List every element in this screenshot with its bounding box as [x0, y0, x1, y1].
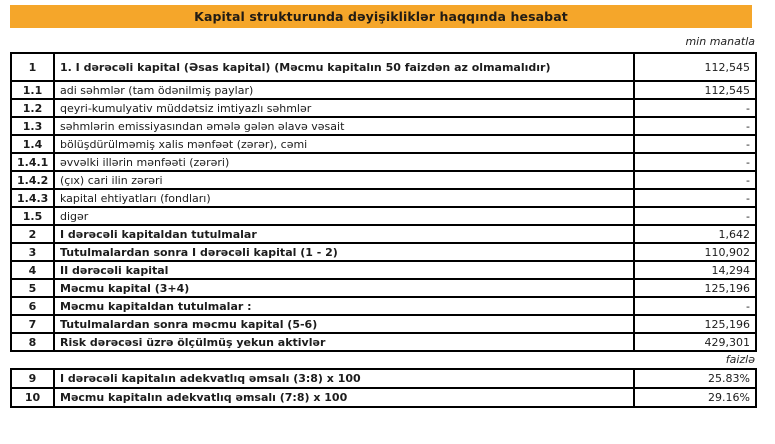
row-label: I dərəcəli kapitalın adekvatlıq əmsalı (3:8) x 100 [54, 369, 634, 388]
row-label: qeyri-kumulyativ müddətsiz imtiyazlı səhmlər [54, 99, 634, 117]
table-row [11, 81, 756, 99]
row-number: 2 [11, 225, 54, 243]
row-label: bölüşdürülməmiş xalis mənfəət (zərər), cəmi [54, 135, 634, 153]
table-row [11, 388, 756, 407]
row-value: - [634, 207, 756, 225]
row-number: 1.4.3 [11, 189, 54, 207]
row-value: 25.83% [634, 369, 756, 388]
row-value: 125,196 [634, 315, 756, 333]
row-label: kapital ehtiyatları (fondları) [54, 189, 634, 207]
row-label: II dərəcəli kapital [54, 261, 634, 279]
row-value: 125,196 [634, 279, 756, 297]
row-number: 9 [11, 369, 54, 388]
row-label: (çıx) cari ilin zərəri [54, 171, 634, 189]
unit-note-percent: faizlə [725, 353, 755, 366]
row-label: Tutulmalardan sonra I dərəcəli kapital (1 - 2) [54, 243, 634, 261]
table-row [11, 153, 756, 171]
table-row [11, 225, 756, 243]
row-number: 6 [11, 297, 54, 315]
table-row [11, 243, 756, 261]
table-row [11, 261, 756, 279]
row-number: 5 [11, 279, 54, 297]
adequacy-ratio-table [10, 368, 757, 408]
row-value: 112,545 [634, 81, 756, 99]
row-value: 112,545 [634, 53, 756, 81]
row-label: əvvəlki illərin mənfəəti (zərəri) [54, 153, 634, 171]
row-label: digər [54, 207, 634, 225]
row-value: - [634, 99, 756, 117]
row-value: 1,642 [634, 225, 756, 243]
row-value: 110,902 [634, 243, 756, 261]
row-label: Məcmu kapitaldan tutulmalar : [54, 297, 634, 315]
row-number: 1.4 [11, 135, 54, 153]
table-row [11, 297, 756, 315]
row-value: - [634, 297, 756, 315]
row-label: Tutulmalardan sonra məcmu kapital (5-6) [54, 315, 634, 333]
row-number: 10 [11, 388, 54, 407]
row-label: 1. I dərəcəli kapital (Əsas kapital) (Məcmu kapitalın 50 faizdən az olmamalıdır) [54, 53, 634, 81]
row-value: - [634, 117, 756, 135]
row-number: 1.4.1 [11, 153, 54, 171]
table-row [11, 135, 756, 153]
table-row [11, 333, 756, 351]
row-label: I dərəcəli kapitaldan tutulmalar [54, 225, 634, 243]
unit-note-thousand-manat: min manatla [685, 35, 755, 48]
row-number: 1.2 [11, 99, 54, 117]
row-value: - [634, 171, 756, 189]
report-title-bar [10, 5, 752, 28]
row-value: 14,294 [634, 261, 756, 279]
row-label: Risk dərəcəsi üzrə ölçülmüş yekun aktivlər [54, 333, 634, 351]
capital-structure-table [10, 52, 757, 352]
row-value: - [634, 135, 756, 153]
row-label: adi səhmlər (tam ödənilmiş paylar) [54, 81, 634, 99]
table-row [11, 315, 756, 333]
row-label: Məcmu kapitalın adekvatlıq əmsalı (7:8) x 100 [54, 388, 634, 407]
row-label: səhmlərin emissiyasından əmələ gələn əlavə vəsait [54, 117, 634, 135]
table-row [11, 117, 756, 135]
table-row [11, 207, 756, 225]
row-number: 7 [11, 315, 54, 333]
row-number: 1 [11, 53, 54, 81]
table-row [11, 279, 756, 297]
table-row [11, 171, 756, 189]
row-value: 29.16% [634, 388, 756, 407]
row-number: 1.1 [11, 81, 54, 99]
row-value: - [634, 189, 756, 207]
table-row [11, 53, 756, 81]
row-number: 1.5 [11, 207, 54, 225]
table-row [11, 189, 756, 207]
row-number: 4 [11, 261, 54, 279]
table-row [11, 99, 756, 117]
row-number: 3 [11, 243, 54, 261]
row-value: 429,301 [634, 333, 756, 351]
report-title: Kapital strukturunda dəyişikliklər haqqında hesabat [194, 9, 568, 24]
row-value: - [634, 153, 756, 171]
row-number: 1.3 [11, 117, 54, 135]
row-number: 1.4.2 [11, 171, 54, 189]
row-label: Məcmu kapital (3+4) [54, 279, 634, 297]
row-number: 8 [11, 333, 54, 351]
table-row [11, 369, 756, 388]
